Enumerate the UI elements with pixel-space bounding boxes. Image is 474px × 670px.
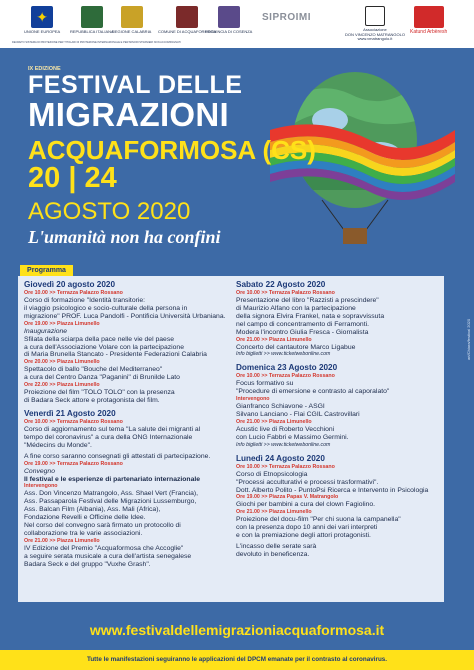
program-line: Silvano Lanciano - Flai CGIL Castrovillari: [236, 411, 360, 419]
associazione-logo: [345, 6, 405, 42]
calabria-caption: REGIONE CALABRIA: [112, 29, 152, 34]
program-line: della signora Elvira Frankel, nata e sopravvissuta: [236, 312, 385, 320]
program-line: Presentazione del libro "Razzisti a prescindere": [236, 297, 379, 304]
program-line: Gianfranco Schiavone - ASGI: [236, 403, 325, 411]
calabria-emblem-icon: [121, 6, 143, 28]
acquaformosa-caption: COMUNE DI ACQUAFORMOSA: [158, 29, 217, 34]
program-time-venue: Ore 21.00 >> Piazza Limunello: [24, 537, 100, 544]
program-time-venue: Ore 21.00 >> Piazza Limunello: [236, 509, 312, 516]
program-time-venue: Ore 21.00 >> Piazza Limunello: [236, 418, 312, 425]
program-line: Ass. Don Vincenzo Matrangolo, Ass. Shael Vert (Francia),: [24, 490, 199, 498]
eu-flag-icon: ✦: [31, 6, 53, 28]
program-line: Sfilata della sciarpa della pace nelle vie del paese: [24, 335, 175, 343]
program-line: a seguire serata musicale a cura dell'artista senegalese: [24, 552, 192, 560]
calabria-logo: [112, 6, 151, 35]
program-line: collaborazione tra le varie associazioni.: [24, 529, 143, 537]
program-time-venue: Ore 10.00 >> Terrazza Palazzo Rossano: [24, 290, 123, 296]
program-line: devoluto in beneficenza.: [236, 550, 310, 558]
edition-label: IX EDIZIONE: [28, 66, 61, 72]
program-day-heading: Domenica 23 Agosto 2020: [236, 363, 338, 373]
program-line: Giochi per bambini a cura del clown Fagiolino.: [236, 501, 376, 509]
program-line: Corso di formazione "Identità transitorie:: [24, 297, 146, 304]
program-line: A fine corso saranno consegnati gli attestati di partecipazione.: [24, 452, 211, 460]
program-time-venue: Ore 19.00 >> Piazza Papas V. Matrangolo: [236, 494, 339, 501]
footer-note: Tutte le manifestazioni seguiranno le applicazioni del DPCM emanate per il contrasto al coronavirus.: [86, 656, 388, 663]
program-line: "Procedure di emersione e contrasto al caporalato": [236, 388, 390, 396]
program-line: Concerto del cantautore Marco Ligabue: [236, 343, 356, 351]
program-line: tempo del coronavirus" a cura della ONG Internazionale: [24, 433, 193, 441]
siproimi-logo: [262, 12, 311, 23]
program-line: Acustic live di Roberto Vecchioni: [236, 425, 335, 433]
logo-bar: [0, 0, 474, 48]
italy-caption: REPUBBLICA ITALIANA: [70, 29, 114, 34]
program-line: Info biglietti >> www.ticketwebonline.com: [236, 351, 331, 358]
program-time-venue: Ore 19.00 >> Piazza Limunello: [24, 320, 100, 327]
program-line: Corso di aggiornamento sul tema "La salute dei migranti al: [24, 425, 201, 433]
acquaformosa-emblem-icon: [176, 6, 198, 28]
program-line: e con la premiazione degli attori protagonisti.: [236, 532, 371, 540]
program-line: migrazione" PROF. Luca Pandolfi - Pontificia Università Urbaniana.: [24, 312, 226, 320]
program-panel: [18, 276, 444, 602]
program-line: Modera l'incontro Giulia Fresca - Giornalista: [236, 328, 369, 336]
program-time-venue: Ore 19.00 >> Terrazza Palazzo Rossano: [24, 460, 123, 467]
katund-logo: [410, 6, 447, 35]
program-line: "Processi acculturativi e processi trasformativi".: [236, 478, 379, 486]
eagle-flag-icon: [414, 6, 444, 28]
program-line: Convegno: [24, 467, 55, 475]
italy-logo: [70, 6, 114, 35]
eu-logo: [24, 6, 60, 35]
program-line: di Maria Brunella Stancato - Presidente Federazioni Calabria: [24, 351, 207, 359]
program-time-venue: Ore 10.00 >> Terrazza Palazzo Rossano: [236, 463, 335, 470]
program-line: di Badara Seck attore e protagonista del film.: [24, 397, 160, 405]
associazione-caption: Associazione DON VINCENZO MATRANGOLO www.vmatrangolo.it: [345, 27, 405, 42]
associazione-emblem-icon: [365, 6, 385, 26]
program-line: a cura dell'Associazione Volare con la partecipazione: [24, 343, 184, 351]
program-time-venue: Intervengono: [24, 483, 58, 490]
program-day-heading: Venerdì 21 Agosto 2020: [24, 408, 116, 418]
program-line: "Médecins du Monde".: [24, 441, 92, 449]
program-line: Info biglietti >> www.ticketwebonline.com: [236, 441, 331, 448]
program-left-column: [24, 276, 229, 569]
program-day-heading: Giovedì 20 agosto 2020: [24, 280, 116, 289]
cosenza-logo: [205, 6, 252, 35]
programma-label: Programma: [20, 265, 73, 276]
program-right-column: [236, 276, 441, 559]
program-time-venue: Ore 10.00 >> Terrazza Palazzo Rossano: [24, 418, 123, 425]
program-line: Spettacolo di ballo "Bouche del Mediterraneo": [24, 366, 163, 374]
program-line: di Maurizio Alfano con la partecipazione: [236, 304, 356, 312]
festival-motto: L'umanità non ha confini: [28, 227, 221, 247]
siproimi-text: SIPROIMI: [262, 12, 312, 23]
cosenza-emblem-icon: [218, 6, 240, 28]
festival-website-link[interactable]: www.festivaldellemigrazioniacquaformosa.it: [89, 622, 385, 638]
cosenza-caption: PROVINCIA DI COSENZA: [205, 29, 253, 34]
program-line: Badara Seck e del gruppo "Vuxhe Grash".: [24, 560, 151, 568]
program-line: Inaugurazione: [24, 327, 68, 335]
program-day-heading: Lunedì 24 Agosto 2020: [236, 453, 325, 463]
program-line: con la presenza dopo 10 anni dei vari interpreti: [236, 524, 378, 532]
program-time-venue: Intervengono: [236, 396, 270, 403]
program-line: Dott. Alberto Polito - PuntoPsi Ricerca e Intervento in Psicologia: [236, 486, 429, 494]
program-time-venue: Ore 21.00 >> Piazza Limunello: [236, 336, 312, 343]
program-line: Il festival e le esperienze di partenariato internazionale: [24, 475, 201, 483]
festival-title-line1: FESTIVAL DELLE: [28, 71, 243, 99]
program-line: Fondazione Revelli e Officine delle Idee.: [24, 514, 146, 522]
program-line: Proiezione del docu-film "Per chi suona la campanella": [236, 516, 401, 524]
program-line: il viaggio psicologico e socio-culturale della persona in: [24, 304, 188, 312]
program-line: con Lucio Fabbri e Massimo Germini.: [236, 433, 349, 441]
program-line: nel campo di concentramento di Ferramonti.: [236, 320, 369, 328]
program-line: Focus formativo su: [236, 380, 294, 388]
festival-dates: 20 | 24: [28, 162, 117, 194]
footer-bar: [0, 650, 474, 670]
program-time-venue: Ore 22.00 >> Piazza Limunello: [24, 382, 100, 389]
program-line: Ass. Balcan Film (Albania), Ass. Mali (Africa),: [24, 506, 161, 514]
festival-title-line2: MIGRAZIONI: [28, 96, 229, 133]
katund-caption: Katund Arbëresh: [410, 29, 448, 35]
italy-emblem-icon: [81, 6, 103, 28]
program-line: IV Edizione del Premio "Acquaformosa che Accoglie": [24, 544, 184, 552]
program-time-venue: Ore 20.00 >> Piazza Limunello: [24, 359, 100, 366]
program-time-venue: Ore 10.00 >> Terrazza Palazzo Rossano: [236, 373, 335, 380]
festival-place: ACQUAFORMOSA (CS): [28, 135, 316, 165]
program-line: Ass. Passaparola Festival delle Migrazioni Lussemburgo,: [24, 498, 197, 506]
program-time-venue: Ore 10.00 >> Terrazza Palazzo Rossano: [236, 290, 335, 296]
festival-month: AGOSTO 2020: [28, 198, 191, 225]
program-day-heading: Sabato 22 Agosto 2020: [236, 280, 326, 289]
program-line: a cura del Centro Danza "Paganini" di Brunilde Lato: [24, 374, 180, 382]
eu-caption: UNIONE EUROPEA: [24, 29, 61, 34]
program-line: Proiezione del film "TOLO TOLO" con la presenza: [24, 389, 175, 397]
side-credit: art/Chiara/festival 2020: [466, 318, 471, 360]
program-line: L'incasso delle serate sarà: [236, 543, 317, 551]
header-note: DECRETO SISTEMA DI PROTEZIONE PER TITOLARI DI PROTEZIONE INTERNAZIONALE E PER MINORI STRANIERI NON ACCOMPAGNATI: [12, 41, 181, 44]
program-line: Corso di Etnopsicologia: [236, 470, 308, 478]
program-line: Nel corso del convegno sarà firmato un protocollo di: [24, 522, 181, 530]
